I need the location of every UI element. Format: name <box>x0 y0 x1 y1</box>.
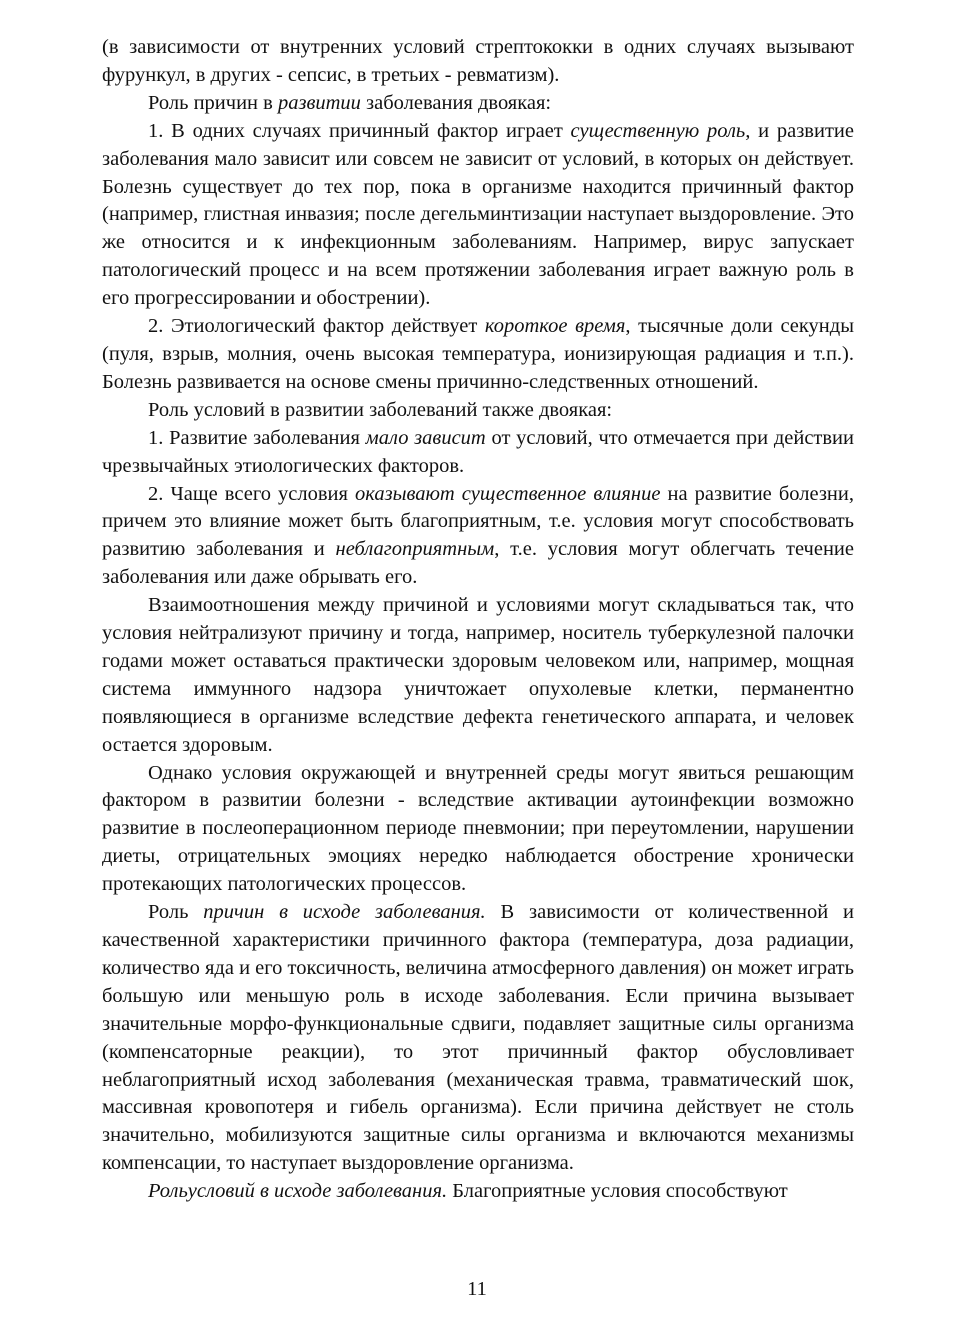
paragraph <box>102 313 854 397</box>
document-page <box>102 34 854 1206</box>
text-run: Взаимоотношения между причиной и условиями могут складываться так, что условия нейтрализуют причину и тогда, например, носитель туберкулезной палочки годами может оставаться практически здоровым человеком или, например, мощная система иммунного надзора уничтожает опухолевые клетки, перманентно появляющиеся в организме вследствие дефекта генетического аппарата, и человек остается здоровым. <box>102 594 854 756</box>
paragraph <box>102 90 854 118</box>
text-run: Однако условия окружающей и внутренней среды могут явиться решающим фактором в развитии болезни - вследствие активации аутоинфекции возможно развитие в послеоперационном периоде пневмонии; при переутомлении, нарушении диеты, отрицательных эмоциях нередко наблюдается обострение хронически протекающих патологических процессов. <box>102 761 854 896</box>
page-number: 11 <box>467 1278 487 1300</box>
italic-run: мало зависит <box>365 426 486 449</box>
text-run: В зависимости от количественной и качественной характеристики причинного фактора (температура, доза радиации, количество яда и его токсичность, величина атмосферного давления) он может играть большую или меньшую роль в исходе заболевания. Если причина вызывает значительные морфо-функциональные сдвиги, подавляет защитные силы организма (компенсаторные реакции), то этот причинный фактор обусловливает неблагоприятный исход заболевания (механическая травма, травматический шок, массивная кровопотеря и гибель организма). Если причина действует не столь значительно, мобилизуются защитные силы организма и включаются механизмы компенсации, то наступает выздоровление организма. <box>102 901 854 1175</box>
text-run: от условий, что отмечается при действии чрезвычайных этиологических факторов. <box>102 426 854 477</box>
text-run: , тысячные доли секунды (пуля, взрыв, молния, очень высокая температура, ионизирующая радиация и т.п.). Болезнь развивается на основе смены причинно-следственных отношений. <box>102 315 854 393</box>
italic-run: Рольусловий в исходе заболевания. <box>148 1180 448 1203</box>
text-run: заболевания двоякая: <box>360 91 552 114</box>
paragraph <box>102 34 854 90</box>
text-run: Благоприятные условия способствуют <box>447 1180 788 1203</box>
paragraph <box>102 118 854 313</box>
paragraph <box>102 481 854 593</box>
italic-run: причин в исходе заболевания. <box>203 901 486 924</box>
paragraph <box>102 1178 854 1206</box>
italic-run: оказывают существенное влияние <box>355 482 661 505</box>
paragraph <box>102 592 854 759</box>
italic-run: короткое время <box>484 315 626 338</box>
paragraph <box>102 397 854 425</box>
text-run: (в зависимости от внутренних условий стрептококки в одних случаях вызывают фурункул, в других - сепсис, в третьих - ревматизм). <box>102 36 854 86</box>
text-run: Роль условий в развитии заболеваний также двоякая: <box>148 398 613 421</box>
text-run: и развитие заболевания мало зависит или совсем не зависит от условий, в которых он действует. Болезнь существует до тех пор, пока в организме находится причинный фактор (например, глистная инвазия; после дегельминтизации наступает выздоровление. Это же относится и к инфекционным заболеваниям. Например, вирус запускает патологический процесс и на всем протяжении заболевания играет важную роль в его прогрессировании и обострении). <box>102 119 854 310</box>
paragraph <box>102 899 854 1178</box>
text-run: 1. В одних случаях причинный фактор играет <box>148 119 571 142</box>
text-run: Роль причин в <box>148 91 278 114</box>
italic-run: развитии <box>277 91 361 114</box>
italic-run: неблагоприятным <box>335 538 495 561</box>
italic-run: существенную роль, <box>570 119 751 142</box>
paragraph <box>102 425 854 481</box>
paragraph <box>102 760 854 900</box>
text-run: Роль <box>148 901 204 924</box>
body-text <box>102 34 854 1206</box>
text-run: 1. Развитие заболевания <box>148 426 366 449</box>
text-run: 2. Чаще всего условия <box>148 482 355 505</box>
text-run: на развитие болезни, причем это влияние может быть благоприятным, т.е. условия могут способствовать развитию заболевания и <box>102 482 854 561</box>
text-run: 2. Этиологический фактор действует <box>148 315 485 338</box>
text-run: , т.е. условия могут облегчать течение заболевания или даже обрывать его. <box>102 538 854 589</box>
